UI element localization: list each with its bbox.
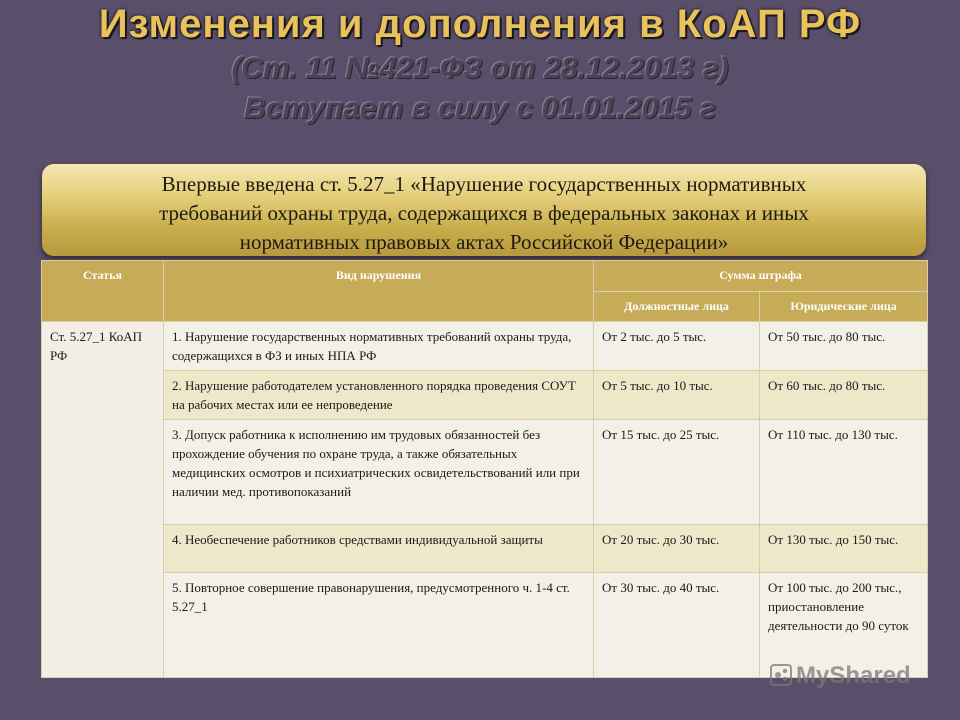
officials-fine-cell: От 30 тыс. до 40 тыс. <box>594 573 760 678</box>
legal-fine-cell: От 60 тыс. до 80 тыс. <box>760 371 928 420</box>
violation-cell: 2. Нарушение работодателем установленного порядка проведения СОУТ на рабочих местах или ее непроведение <box>164 371 594 420</box>
article-cell: Ст. 5.27_1 КоАП РФ <box>42 322 164 678</box>
myshared-logo-icon <box>770 664 792 686</box>
page-title: Изменения и дополнения в КоАП РФ <box>98 2 862 46</box>
officials-fine-cell: От 2 тыс. до 5 тыс. <box>594 322 760 371</box>
officials-fine-cell: От 15 тыс. до 25 тыс. <box>594 420 760 525</box>
watermark-text: MyShared <box>796 662 911 689</box>
header-article: Статья <box>42 261 164 322</box>
page-subtitle-law: (Ст. 11 №421-ФЗ от 28.12.2013 г) <box>231 52 729 85</box>
header-officials: Должностные лица <box>594 292 760 322</box>
table-row <box>42 420 928 525</box>
legal-fine-cell: От 50 тыс. до 80 тыс. <box>760 322 928 371</box>
page-subtitle-effective-date: Вступает в силу с 01.01.2015 г <box>244 92 716 125</box>
violation-cell: 1. Нарушение государственных нормативных требований охраны труда, содержащихся в ФЗ и иных НПА РФ <box>164 322 594 371</box>
header-fine: Сумма штрафа <box>594 261 928 292</box>
legal-fine-cell: От 100 тыс. до 200 тыс., приостановление деятельности до 90 суток <box>760 573 928 678</box>
officials-fine-cell: От 5 тыс. до 10 тыс. <box>594 371 760 420</box>
banner-line-1: Впервые введена ст. 5.27_1 «Нарушение государственных нормативных <box>161 172 807 196</box>
header-legal-entities: Юридические лица <box>760 292 928 322</box>
banner-line-3: нормативных правовых актах Российской Федерации» <box>239 230 729 254</box>
table-row <box>42 322 928 371</box>
watermark <box>770 662 911 690</box>
table-row <box>42 371 928 420</box>
violation-cell: 5. Повторное совершение правонарушения, предусмотренного ч. 1-4 ст. 5.27_1 <box>164 573 594 678</box>
banner-line-2: требований охраны труда, содержащихся в федеральных законах и иных <box>159 201 809 225</box>
legal-fine-cell: От 110 тыс. до 130 тыс. <box>760 420 928 525</box>
header-violation: Вид нарушения <box>164 261 594 322</box>
violation-cell: 4. Необеспечение работников средствами индивидуальной защиты <box>164 525 594 573</box>
officials-fine-cell: От 20 тыс. до 30 тыс. <box>594 525 760 573</box>
violation-cell: 3. Допуск работника к исполнению им трудовых обязанностей без прохождение обучения по охране труда, а также обязательных медицинских осмотров и психиатрических освидетельствований или при наличии мед. противопоказаний <box>164 420 594 525</box>
fines-table <box>41 260 928 678</box>
table-row <box>42 525 928 573</box>
legal-fine-cell: От 130 тыс. до 150 тыс. <box>760 525 928 573</box>
intro-banner <box>42 164 926 256</box>
